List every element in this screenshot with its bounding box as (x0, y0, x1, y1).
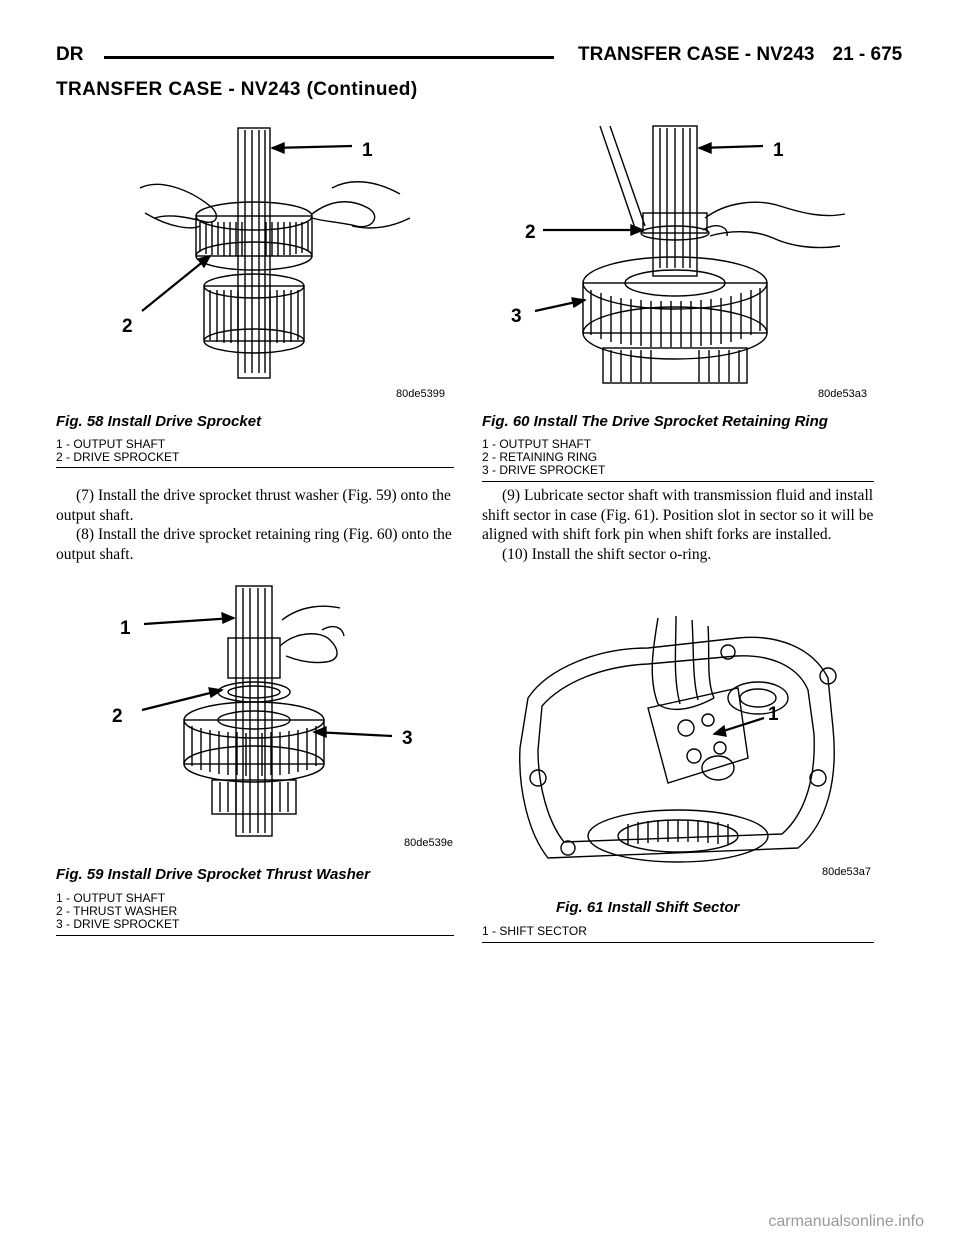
callout-2: 2 (112, 706, 123, 727)
header-section-code: DR (56, 44, 84, 65)
callout-1: 1 (768, 704, 779, 725)
section-title: TRANSFER CASE - NV243 (Continued) (56, 79, 418, 100)
right-column-text (482, 486, 874, 564)
callout-2: 2 (525, 222, 536, 243)
header-title: TRANSFER CASE - NV243 (578, 44, 815, 65)
figure-59-rule (56, 935, 454, 936)
figure-58-rule (56, 467, 454, 468)
figure-58-illustration (100, 118, 445, 400)
figure-60-caption: Fig. 60 Install The Drive Sprocket Retaining Ring (482, 413, 828, 430)
figure-61-illustration (508, 608, 870, 870)
legend-item: 2 - DRIVE SPROCKET (56, 450, 180, 464)
figure-60-code: 80de53a3 (818, 388, 867, 400)
figure-58-caption: Fig. 58 Install Drive Sprocket (56, 413, 262, 430)
left-column-text (56, 486, 454, 564)
callout-1: 1 (120, 618, 131, 639)
page-number: 21 - 675 (832, 44, 903, 65)
figure-59-legend (56, 892, 179, 931)
legend-item: 1 - SHIFT SECTOR (482, 924, 587, 938)
legend-item: 3 - DRIVE SPROCKET (56, 917, 180, 931)
step-7: (7) Install the drive sprocket thrust washer (Fig. 59) onto the output shaft. (56, 487, 451, 524)
footer-watermark: carmanualsonline.info (768, 1213, 924, 1230)
header-right (578, 44, 902, 66)
legend-item: 1 - OUTPUT SHAFT (56, 437, 166, 451)
callout-3: 3 (511, 306, 522, 327)
callout-1: 1 (773, 140, 784, 161)
callout-3: 3 (402, 728, 413, 749)
figure-61-legend (482, 925, 587, 938)
callout-1: 1 (362, 140, 373, 161)
step-10: (10) Install the shift sector o-ring. (502, 545, 712, 563)
figure-60-legend (482, 438, 605, 477)
legend-item: 2 - THRUST WASHER (56, 904, 178, 918)
legend-item: 1 - OUTPUT SHAFT (482, 437, 592, 451)
step-9: (9) Lubricate sector shaft with transmission fluid and install shift sector in case (Fig. 61). Position slot in sector so it will be aligned with shift fork pin when shift forks are installed. (482, 487, 874, 543)
legend-item: 2 - RETAINING RING (482, 450, 598, 464)
figure-61-rule (482, 942, 874, 943)
figure-60-illustration (505, 118, 870, 390)
figure-59-illustration (100, 580, 445, 840)
step-8: (8) Install the drive sprocket retaining ring (Fig. 60) onto the output shaft. (56, 526, 452, 563)
figure-59-code: 80de539e (404, 837, 453, 849)
figure-59-caption: Fig. 59 Install Drive Sprocket Thrust Washer (56, 866, 370, 883)
figure-60-rule (482, 481, 874, 482)
header-rule (104, 56, 554, 59)
callout-2: 2 (122, 316, 133, 337)
legend-item: 3 - DRIVE SPROCKET (482, 463, 606, 477)
figure-58-legend (56, 438, 179, 464)
figure-61-code: 80de53a7 (822, 866, 871, 878)
figure-58-code: 80de5399 (396, 388, 445, 400)
legend-item: 1 - OUTPUT SHAFT (56, 891, 166, 905)
figure-61-caption: Fig. 61 Install Shift Sector (556, 899, 740, 916)
